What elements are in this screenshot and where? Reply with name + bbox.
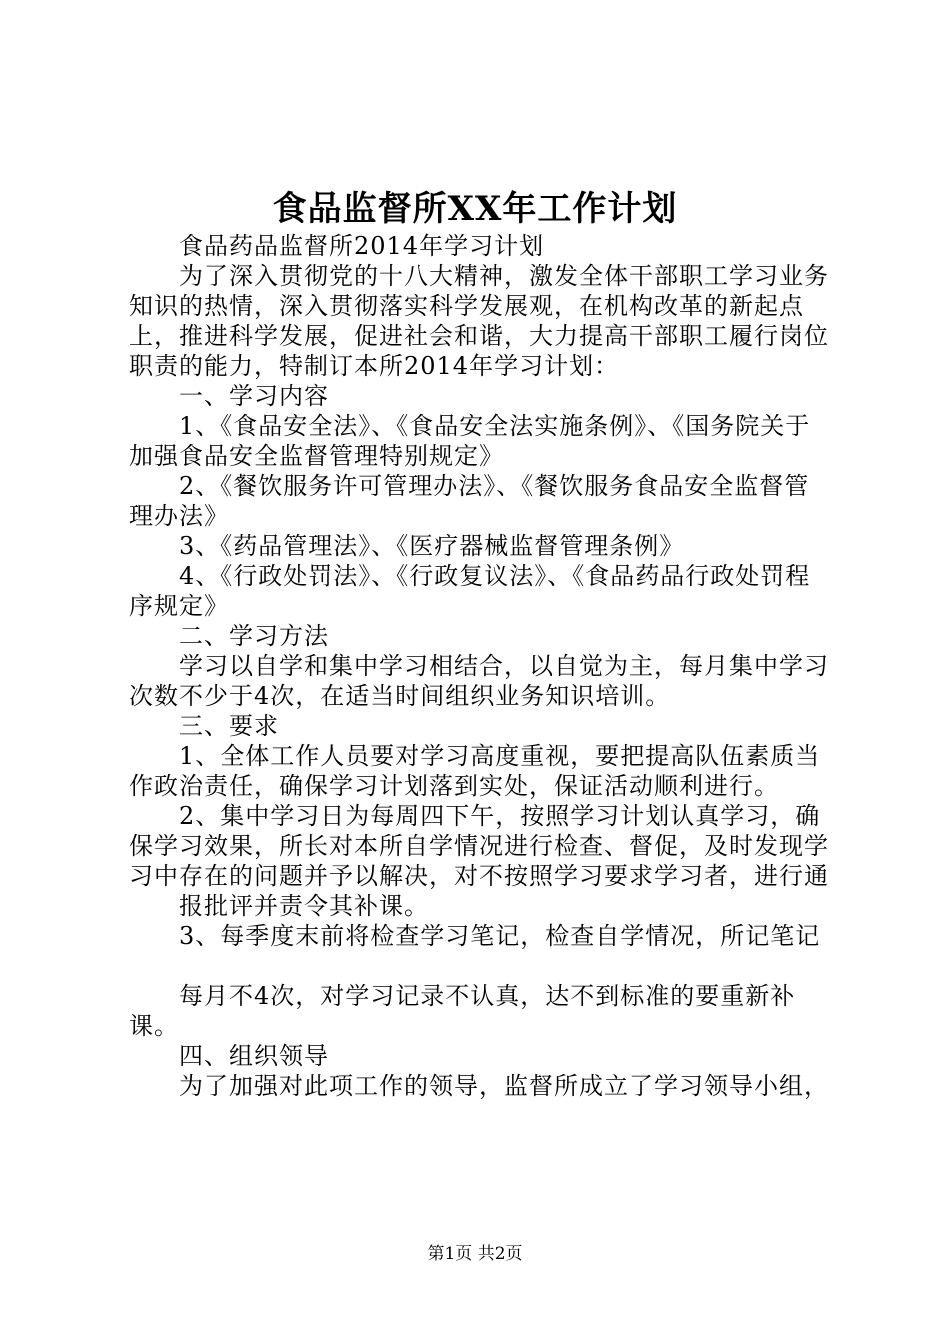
page-number-footer: 第1页 共2页 bbox=[427, 1244, 523, 1264]
list-item-requirement-2: 2、集中学习日为每周四下午，按照学习计划认真学习，确保学习效果，所长对本所自学情况进行检查、督促，及时发现学习中存在的问题并予以解决，对不按照学习要求学习者，进行通 bbox=[129, 802, 829, 890]
section-heading-leadership: 四、组织领导 bbox=[179, 1042, 329, 1070]
paragraph-plan-heading: 食品药品监督所2014年学习计划 bbox=[179, 232, 545, 260]
section-heading-requirements: 三、要求 bbox=[179, 712, 279, 740]
paragraph-leadership: 为了加强对此项工作的领导，监督所成立了学习领导小组， bbox=[179, 1072, 829, 1100]
list-item-content-2: 2、《餐饮服务许可管理办法》、《餐饮服务食品安全监督管理办法》 bbox=[129, 472, 810, 530]
paragraph-intro: 为了深入贯彻党的十八大精神，激发全体干部职工学习业务知识的热情，深入贯彻落实科学发展观，在机构改革的新起点上，推进科学发展，促进社会和谐，大力提高干部职工履行岗位职责的能力，特制订本所2014年学习计划： bbox=[129, 262, 829, 380]
document-body bbox=[129, 231, 829, 1101]
list-item-requirement-1: 1、全体工作人员要对学习高度重视，要把提高队伍素质当作政治责任，确保学习计划落到实处，保证活动顺利进行。 bbox=[129, 742, 821, 800]
list-item-content-1: 1、《食品安全法》、《食品安全法实施条例》、《国务院关于加强食品安全监督管理特别规定》 bbox=[129, 412, 811, 470]
section-heading-content: 一、学习内容 bbox=[179, 382, 329, 410]
page-title: 食品监督所XX年工作计划 bbox=[272, 189, 678, 229]
paragraph-method: 学习以自学和集中学习相结合，以自觉为主，每月集中学习次数不少于4次，在适当时间组织业务知识培训。 bbox=[129, 652, 829, 710]
paragraph-requirement-3-cont: 每月不4次，对学习记录不认真，达不到标准的要重新补课。 bbox=[129, 982, 796, 1040]
list-item-content-4: 4、《行政处罚法》、《行政复议法》、《食品药品行政处罚程序规定》 bbox=[129, 562, 811, 620]
list-item-content-3: 3、《药品管理法》、《医疗器械监督管理条例》 bbox=[179, 532, 685, 560]
section-heading-method: 二、学习方法 bbox=[179, 622, 329, 650]
list-item-requirement-3: 3、每季度末前将检查学习笔记，检查自学情况，所记笔记 bbox=[179, 922, 821, 950]
paragraph-requirement-2-cont: 报批评并责令其补课。 bbox=[179, 892, 429, 920]
